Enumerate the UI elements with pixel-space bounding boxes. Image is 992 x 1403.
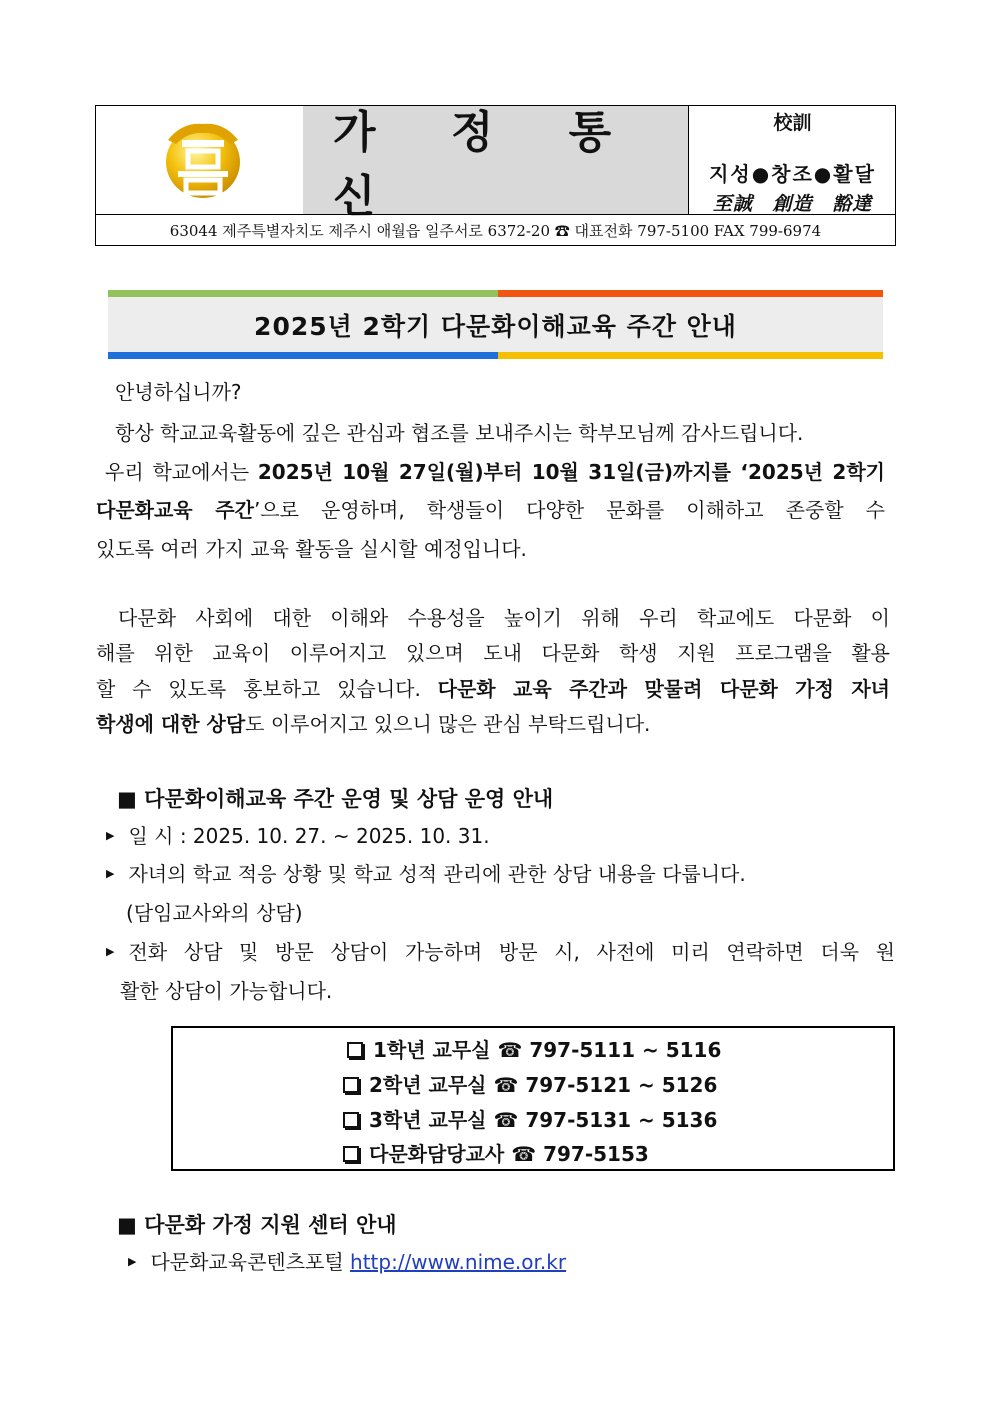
- contact-box: [171, 1026, 895, 1171]
- address-line: 63044 제주특별자치도 제주시 애월읍 일주서로 6372-20 ☎ 대표전화 797-5100 FAX 799-6974: [96, 214, 895, 246]
- paragraph-2-line-1: 다문화 사회에 대한 이해와 수용성을 높이기 위해 우리 학교에도 다문화 이: [118, 606, 890, 630]
- page-title: 2025년 2학기 다문화이해교육 주간 안내: [254, 311, 737, 341]
- banner: [108, 297, 883, 352]
- portal-label: 다문화교육콘텐츠포털: [150, 1250, 344, 1274]
- triangle-right-icon: ▶: [106, 828, 115, 842]
- triangle-right-icon: ▶: [106, 866, 115, 880]
- triangle-right-icon: ▶: [128, 1254, 137, 1268]
- checkbox-icon: [343, 1112, 359, 1128]
- paragraph-1-line-2: 다문화교육 주간’으로 운영하며, 학생들이 다양한 문화를 이해하고 존중할 수: [96, 498, 886, 522]
- motto-hanja: 至誠 創造 豁達: [712, 193, 873, 215]
- greeting: 안녕하십니까?: [115, 380, 242, 404]
- banner-bottom-bar: [108, 352, 883, 359]
- thanks-text: 항상 학교교육활동에 깊은 관심과 협조를 보내주시는 학부모님께 감사드립니다.: [115, 421, 804, 445]
- paragraph-2-line-4: 학생에 대한 상담도 이루어지고 있으니 많은 관심 부탁드립니다.: [96, 712, 651, 736]
- contact-grade-3: 3학년 교무실 ☎ 797-5131 ~ 5136: [343, 1104, 717, 1133]
- school-emblem-icon: [164, 120, 242, 200]
- bullet-counseling-content: ▶ 자녀의 학교 적응 상황 및 학교 성적 관리에 관한 상담 내용을 다룹니다.: [106, 859, 746, 891]
- newsletter-title-cell: [303, 106, 689, 222]
- contact-grade-2: 2학년 교무실 ☎ 797-5121 ~ 5126: [343, 1069, 717, 1098]
- triangle-right-icon: ▶: [106, 944, 115, 958]
- newsletter-title: 가 정 통 신: [333, 107, 642, 222]
- logo-cell: [96, 106, 304, 214]
- banner-top-bar: [108, 290, 883, 297]
- portal-link[interactable]: http://www.nime.or.kr: [350, 1250, 567, 1274]
- checkbox-icon: [347, 1042, 363, 1058]
- bullet-phone-visit-cont: 활한 상담이 가능합니다.: [120, 979, 333, 1003]
- checkbox-icon: [343, 1146, 359, 1162]
- portal-line: [128, 1247, 566, 1279]
- contact-grade-1: 1학년 교무실 ☎ 797-5111 ~ 5116: [347, 1034, 721, 1063]
- contact-multicultural-teacher: 다문화담당교사 ☎ 797-5153: [343, 1138, 649, 1167]
- school-motto: [689, 106, 896, 214]
- bullet-schedule: ▶ 일 시 : 2025. 10. 27. ~ 2025. 10. 31.: [106, 821, 490, 853]
- bullet-phone-visit: ▶ 전화 상담 및 방문 상담이 가능하며 방문 시, 사전에 미리 연락하면 더욱 원: [106, 937, 895, 969]
- paragraph-2-line-3: 할 수 있도록 홍보하고 있습니다. 다문화 교육 주간과 맞물려 다문화 가정 자녀: [96, 677, 890, 701]
- motto-heading: 校訓: [773, 112, 812, 134]
- paragraph-1-line-1: 우리 학교에서는 2025년 10월 27일(월)부터 10월 31일(금)까지를 ‘2025년 2학기: [105, 460, 885, 484]
- motto-korean: 지성●창조●활달: [709, 162, 876, 186]
- paragraph-2-line-2: 해를 위한 교육이 이루어지고 있으며 도내 다문화 학생 지원 프로그램을 활용: [96, 641, 890, 665]
- bullet-counseling-note: (담임교사와의 상담): [126, 901, 303, 925]
- checkbox-icon: [343, 1077, 359, 1093]
- section-heading-support-center: ■ 다문화 가정 지원 센터 안내: [117, 1213, 397, 1237]
- paragraph-1-line-3: 있도록 여러 가지 교육 활동을 실시할 예정입니다.: [96, 537, 527, 561]
- section-heading-counseling: ■ 다문화이해교육 주간 운영 및 상담 운영 안내: [117, 787, 554, 811]
- letterhead: [95, 105, 896, 246]
